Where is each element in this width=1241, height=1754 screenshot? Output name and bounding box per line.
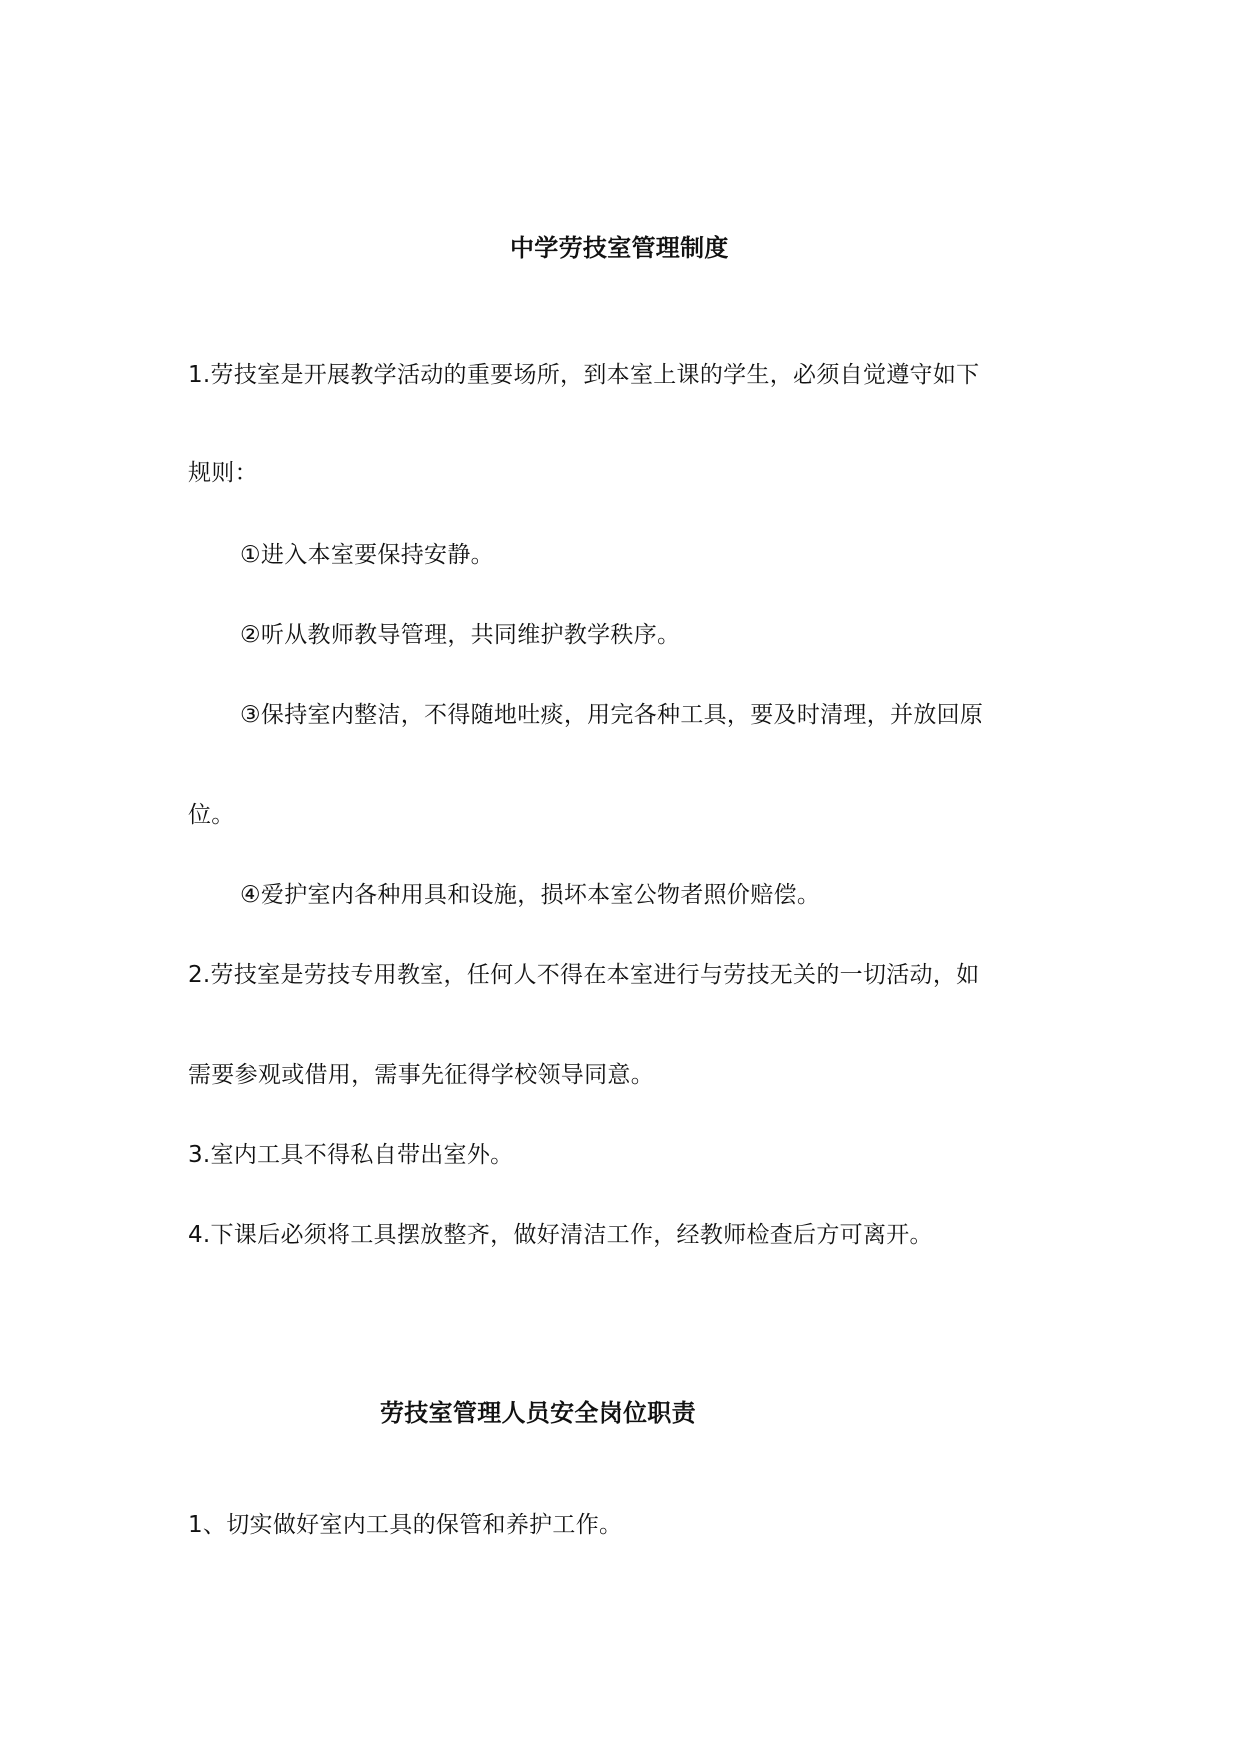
item1-line1: 1.劳技室是开展教学活动的重要场所，到本室上课的学生，必须自觉遵守如下 — [188, 362, 980, 388]
rule1: ①进入本室要保持安静。 — [240, 542, 494, 568]
rule4: ④爱护室内各种用具和设施，损坏本室公物者照价赔偿。 — [240, 882, 821, 908]
item2-line2: 需要参观或借用，需事先征得学校领导同意。 — [188, 1062, 654, 1088]
rule3-line1: ③保持室内整洁，不得随地吐痰，用完各种工具，要及时清理，并放回原 — [240, 702, 984, 728]
item3: 3.室内工具不得私自带出室外。 — [188, 1142, 514, 1168]
item1-line2: 规则： — [188, 460, 258, 486]
item2-line1: 2.劳技室是劳技专用教室，任何人不得在本室进行与劳技无关的一切活动，如 — [188, 962, 980, 988]
duty1: 1、切实做好室内工具的保管和养护工作。 — [188, 1512, 623, 1538]
section1-title: 中学劳技室管理制度 — [510, 234, 729, 262]
rule3-line2: 位。 — [188, 802, 235, 828]
rule2: ②听从教师教导管理，共同维护教学秩序。 — [240, 622, 681, 648]
section2-title: 劳技室管理人员安全岗位职责 — [380, 1399, 696, 1427]
item4: 4.下课后必须将工具摆放整齐，做好清洁工作，经教师检查后方可离开。 — [188, 1222, 933, 1248]
